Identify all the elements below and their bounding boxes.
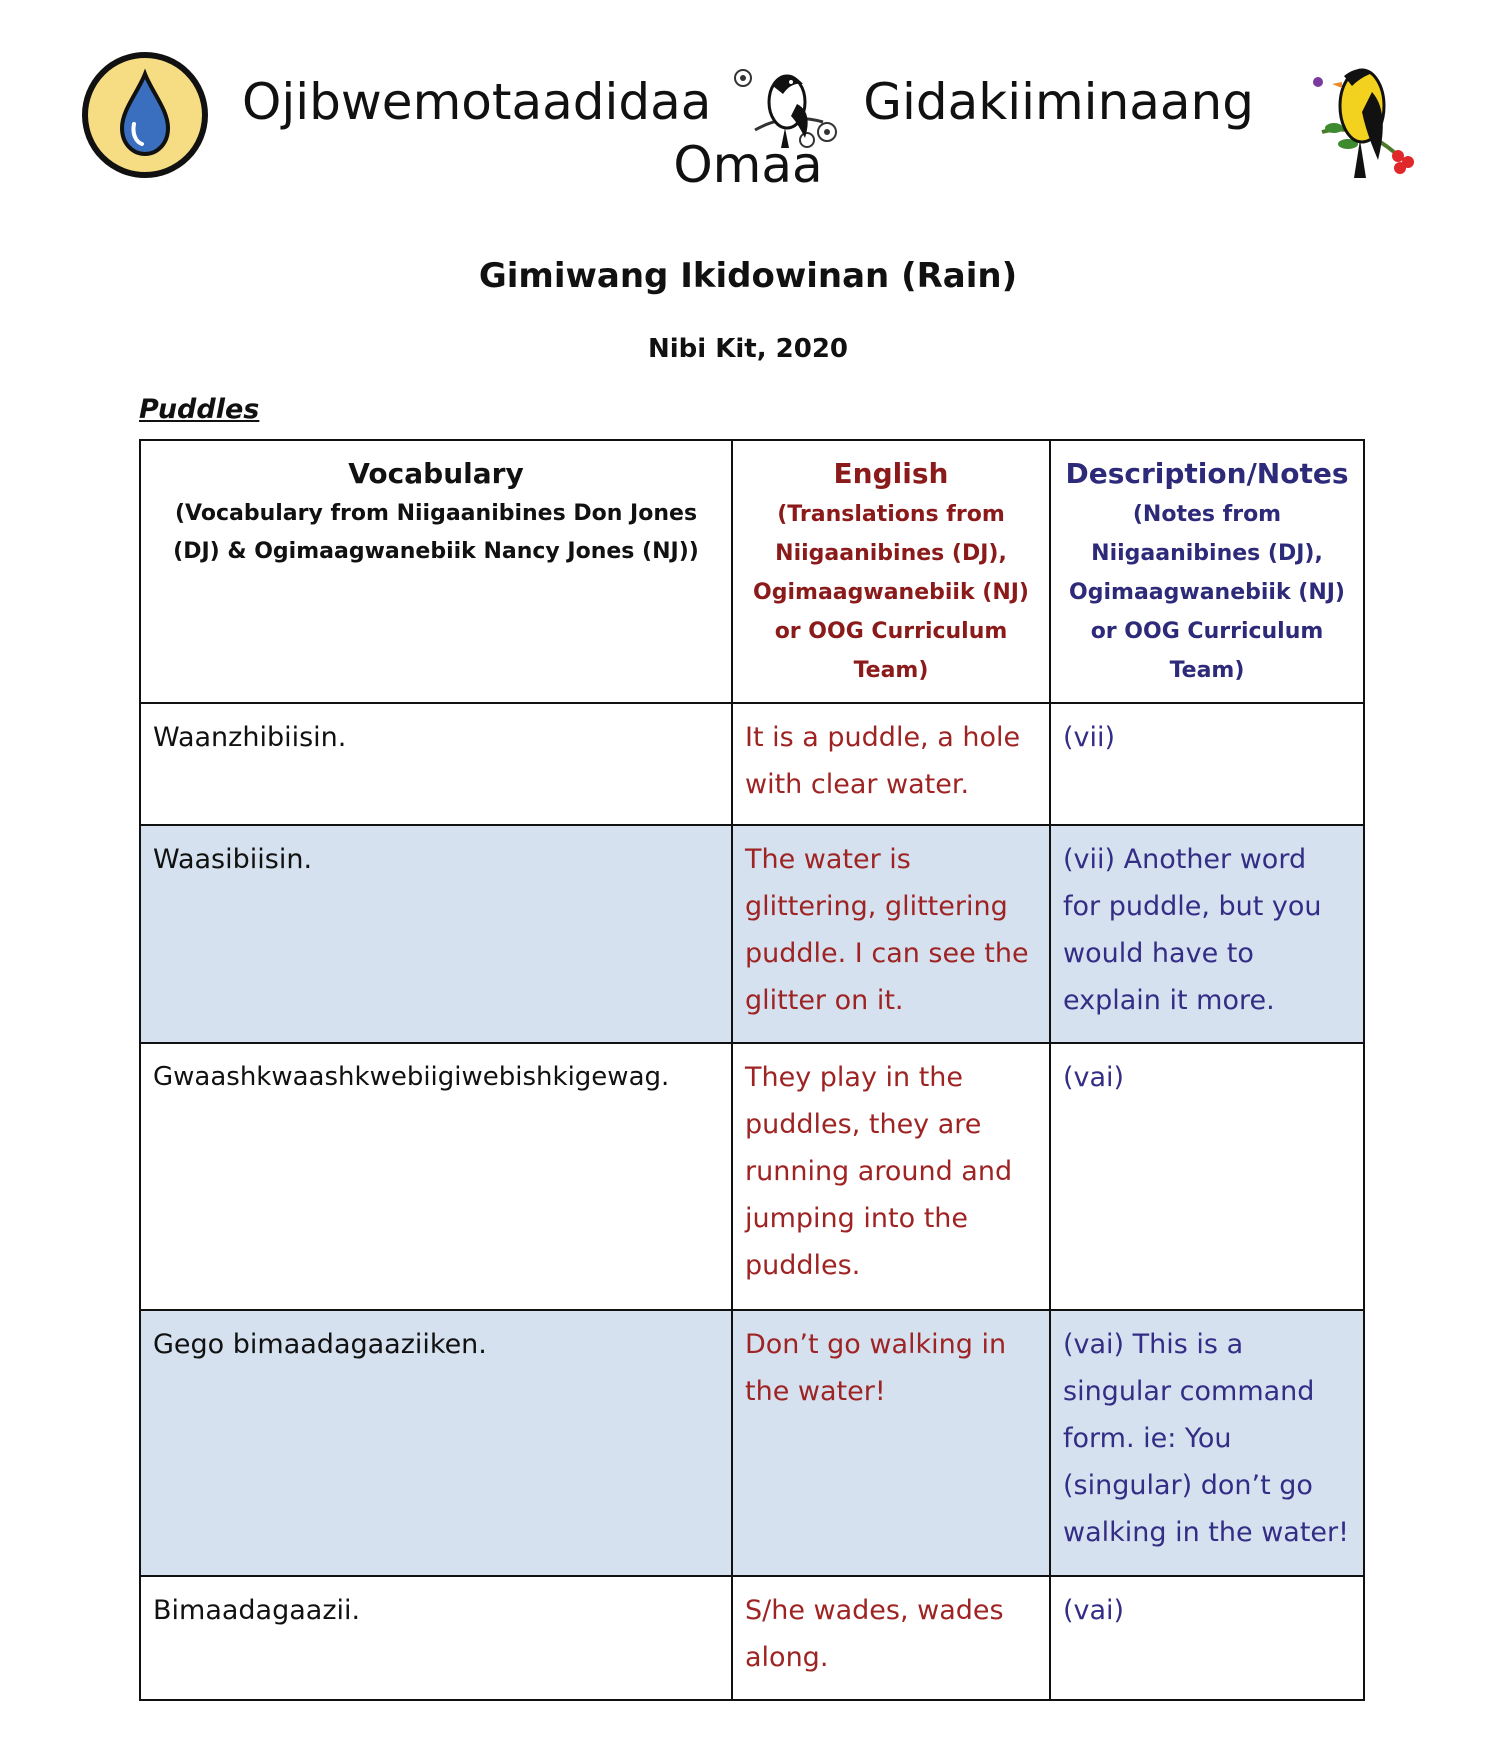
- notes-cell: (vai): [1050, 1576, 1364, 1700]
- notes-cell: (vii): [1050, 703, 1364, 825]
- ojibwe-cell: Gego bimaadagaaziiken.: [140, 1310, 732, 1576]
- ojibwe-cell: Bimaadagaazii.: [140, 1576, 732, 1700]
- header-notes-title: Description/Notes: [1065, 457, 1349, 490]
- english-cell: S/he wades, wades along.: [732, 1576, 1050, 1700]
- english-cell: They play in the puddles, they are running around and jumping into the puddles.: [732, 1043, 1050, 1310]
- notes-cell: (vai) This is a singular command form. ie: You (singular) don’t go walking in the water!: [1050, 1310, 1364, 1576]
- english-cell: It is a puddle, a hole with clear water.: [732, 703, 1050, 825]
- header-notes-sub: (Notes from Niigaanibines (DJ), Ogimaagwanebiik (NJ) or OOG Curriculum Team): [1069, 502, 1345, 683]
- table-row: [140, 1043, 1364, 1310]
- english-cell: The water is glittering, glittering puddle. I can see the glitter on it.: [732, 825, 1050, 1043]
- table-row: [140, 1576, 1364, 1700]
- ojibwe-cell: Waanzhibiisin.: [140, 703, 732, 825]
- header-notes: [1050, 440, 1364, 703]
- brand-word-right: Gidakiiminaang: [863, 73, 1254, 131]
- brand-word-bottom: Omaa: [673, 136, 823, 194]
- table-row: [140, 1310, 1364, 1576]
- table-row: [140, 825, 1364, 1043]
- notes-cell: (vii) Another word for puddle, but you would have to explain it more.: [1050, 825, 1364, 1043]
- vocabulary-table: [139, 439, 1365, 1701]
- notes-cell: (vai): [1050, 1043, 1364, 1310]
- goldfinch-icon: [1308, 52, 1418, 182]
- document-subtitle: Nibi Kit, 2020: [647, 334, 849, 364]
- table-row: [140, 703, 1364, 825]
- document-title: Gimiwang Ikidowinan (Rain): [478, 256, 1018, 296]
- header-english: [732, 440, 1050, 703]
- header-vocabulary-title: Vocabulary: [348, 457, 524, 490]
- section-title: Puddles: [139, 394, 260, 425]
- table-header-row: [140, 440, 1364, 703]
- brand-word-left: Ojibwemotaadidaa: [242, 73, 712, 131]
- header-vocabulary: [140, 440, 732, 703]
- header-vocabulary-sub: (Vocabulary from Niigaanibines Don Jones (DJ) & Ogimaagwanebiik Nancy Jones (NJ)): [173, 501, 699, 564]
- ojibwe-cell: Gwaashkwaashkwebiigiwebishkigewag.: [140, 1043, 732, 1310]
- header-english-sub: (Translations from Niigaanibines (DJ), Ogimaagwanebiik (NJ) or OOG Curriculum Team): [753, 502, 1029, 683]
- header-english-title: English: [833, 457, 949, 490]
- ojibwe-cell: Waasibiisin.: [140, 825, 732, 1043]
- english-cell: Don’t go walking in the water!: [732, 1310, 1050, 1576]
